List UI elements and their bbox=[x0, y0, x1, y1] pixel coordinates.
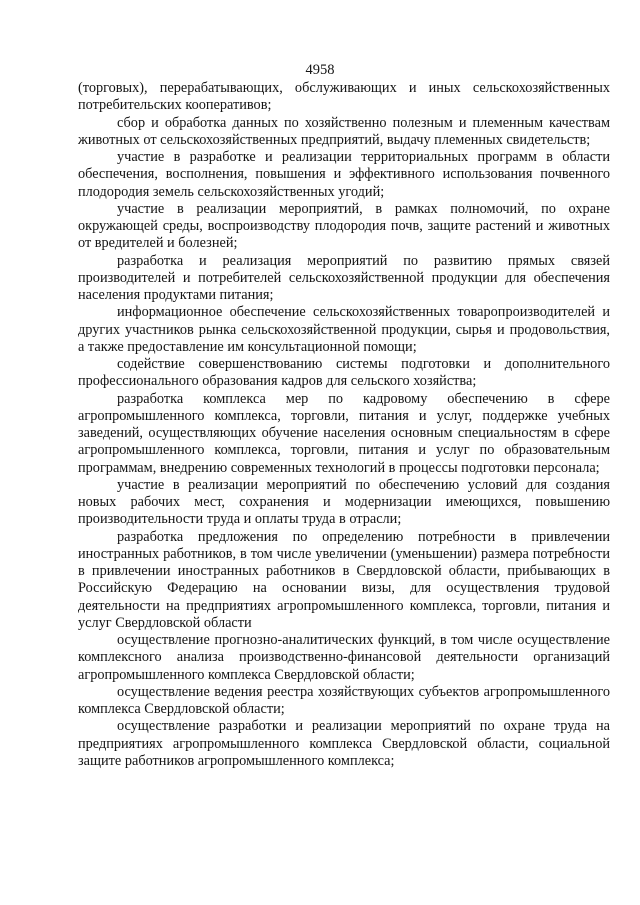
paragraph-environmental-protection: участие в реализации мероприятий, в рамках полномочий, по охране окружающей среды, воспроизводству плодородия почв, защите растений и животных от вредителей и болезней; bbox=[78, 200, 610, 252]
paragraph-information-support: информационное обеспечение сельскохозяйственных товаропроизводителей и других участников рынка сельскохозяйственной продукции, сырья и продовольствия, а также предоставление им консультационной помощи; bbox=[78, 304, 610, 355]
paragraph-foreign-workers: разработка предложения по определению потребности в привлечении иностранных работников, в том числе увеличении (уменьшении) размера потребности в привлечении иностранных работников в Свердловской области, прибывающих в Российскую Федерацию на основании визы, для осуществления трудовой деятельности на предприятиях агропромышленного комплекса, торговли, питания и услуг Свердловской области bbox=[78, 528, 610, 631]
paragraph-breeding-data: сбор и обработка данных по хозяйственно полезным и племенным качествам животных от сельскохозяйственных предприятий, выдачу племенных свидетельств; bbox=[78, 114, 610, 148]
paragraph-soil-fertility-programs: участие в разработке и реализации территориальных программ в области обеспечения, восполнения, повышения и эффективного использования почвенного плодородия земель сельскохозяйственных угодий; bbox=[78, 149, 610, 200]
paragraph-staff-training: содействие совершенствованию системы подготовки и дополнительного профессионального образования кадров для сельского хозяйства; bbox=[78, 356, 610, 390]
paragraph-job-creation: участие в реализации мероприятий по обеспечению условий для создания новых рабочих мест, сохранения и модернизации имеющихся, повышению производительности труда и оплаты труда в отрасли; bbox=[78, 476, 610, 528]
paragraph-staffing-measures: разработка комплекса мер по кадровому обеспечению в сфере агропромышленного комплекса, торговли, питания и услуг, поддержке учебных заведений, осуществляющих обучение населения основным специальностям в сфере агропромышленного комплекса, торговли, питания и услуг по образовательным программам, внедрению современных технологий в процессы подготовки персонала; bbox=[78, 390, 610, 476]
paragraph-business-registry: осуществление ведения реестра хозяйствующих субъектов агропромышленного комплекса Свердловской области; bbox=[78, 683, 610, 717]
paragraph-cooperatives-continuation: (торговых), перерабатывающих, обслуживающих и иных сельскохозяйственных потребительских кооперативов; bbox=[78, 80, 610, 114]
document-body bbox=[78, 80, 610, 770]
paragraph-forecasting-analysis: осуществление прогнозно-аналитических функций, в том числе осуществление комплексного анализа производственно-финансовой деятельности организаций агропромышленного комплекса Свердловской области; bbox=[78, 632, 610, 683]
paragraph-producer-consumer-links: разработка и реализация мероприятий по развитию прямых связей производителей и потребителей сельскохозяйственной продукции для обеспечения населения продуктами питания; bbox=[78, 252, 610, 303]
paragraph-labor-protection: осуществление разработки и реализации мероприятий по охране труда на предприятиях агропромышленного комплекса Свердловской области, социальной защите работников агропромышленного комплекса; bbox=[78, 718, 610, 769]
page-number: 4958 bbox=[305, 62, 335, 78]
